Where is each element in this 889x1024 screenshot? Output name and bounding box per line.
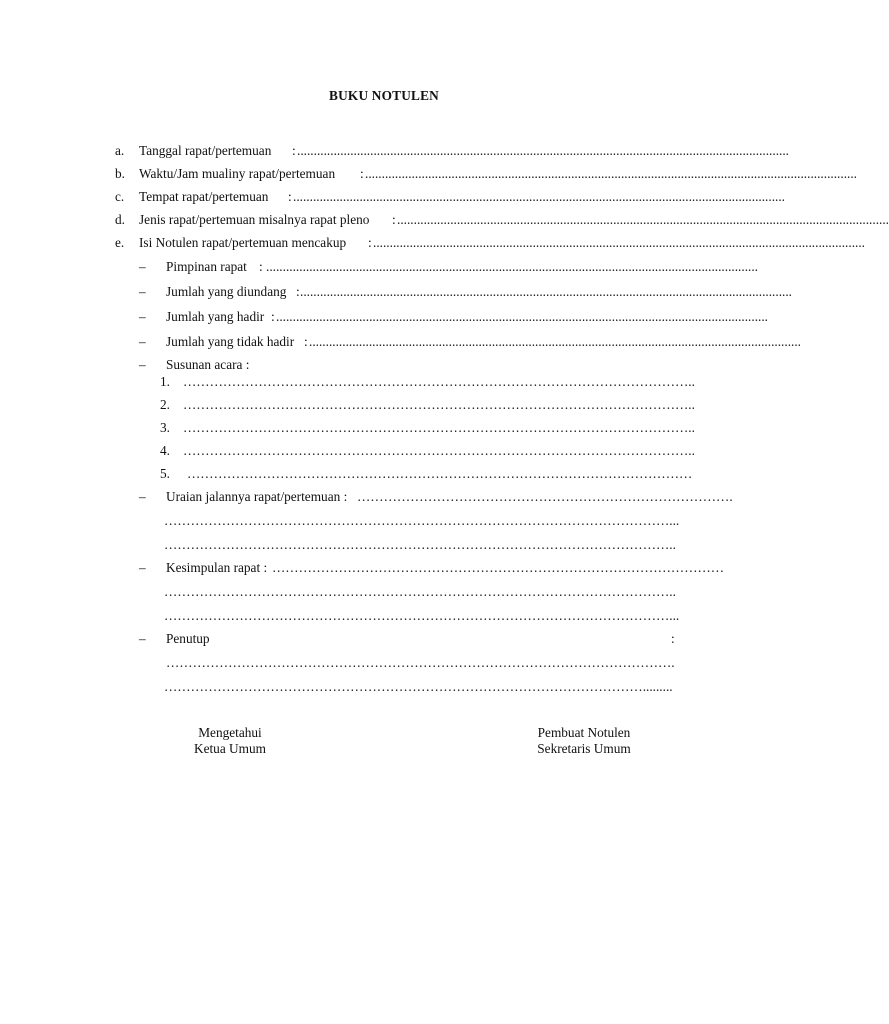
uraian-fill-line[interactable]: ………………………………………………………………………….	[357, 489, 733, 504]
item-d-marker: d.	[115, 212, 125, 227]
uraian-label: Uraian jalannya rapat/pertemuan :	[166, 489, 348, 504]
agenda-number: 3.	[160, 420, 170, 435]
uraian-fill-line[interactable]: ……………………………………………………………………………………………………...	[164, 513, 680, 528]
jumlah-diundang-fill-line[interactable]: ....................................................................................................................................................	[300, 284, 792, 299]
jumlah-tidak-hadir-label: Jumlah yang tidak hadir	[166, 334, 295, 349]
agenda-fill-line[interactable]: ……………………………………………………………………………………………………..	[183, 397, 695, 412]
sub-item-dash: –	[139, 357, 146, 372]
agenda-number: 1.	[160, 374, 170, 389]
signature-right-role: Pembuat Notulen	[537, 725, 631, 740]
sub-item-dash: –	[139, 560, 146, 575]
signature-left-role: Mengetahui	[198, 725, 262, 740]
uraian-fill-line[interactable]: ……………………………………………………………………………………………………..	[164, 537, 676, 552]
document-title: BUKU NOTULEN	[329, 88, 439, 103]
sub-item-dash: –	[139, 631, 146, 646]
item-c-separator: :	[288, 189, 292, 204]
jumlah-tidak-hadir-fill-line[interactable]: ....................................................................................................................................................	[309, 334, 801, 349]
jumlah-hadir-label: Jumlah yang hadir	[166, 309, 265, 324]
kesimpulan-fill-line[interactable]: …………………………………………………………………………………………	[272, 560, 725, 575]
item-c-label: Tempat rapat/pertemuan	[139, 189, 269, 204]
agenda-fill-line[interactable]: ……………………………………………………………………………………………………..	[183, 443, 695, 458]
penutup-fill-line[interactable]: ……………………………………………………………………………………………….........	[164, 679, 673, 694]
item-d-fill-line[interactable]: ....................................................................................................................................................	[397, 212, 889, 227]
penutup-label: Penutup	[166, 631, 210, 646]
item-e-fill-line[interactable]: ....................................................................................................................................................	[373, 235, 865, 250]
item-a-separator: :	[292, 143, 296, 158]
signature-right-title: Sekretaris Umum	[537, 741, 631, 756]
penutup-fill-line[interactable]: …………………………………………………………………………………………………….	[166, 655, 675, 670]
kesimpulan-fill-line[interactable]: ……………………………………………………………………………………………………...	[164, 608, 680, 623]
item-c-fill-line[interactable]: ....................................................................................................................................................	[293, 189, 785, 204]
jumlah-diundang-label: Jumlah yang diundang	[166, 284, 287, 299]
sub-item-dash: –	[139, 284, 146, 299]
item-d-separator: :	[392, 212, 396, 227]
item-c-marker: c.	[115, 189, 125, 204]
agenda-fill-line[interactable]: ……………………………………………………………………………………………………..	[183, 374, 695, 389]
penutup-separator: :	[671, 631, 675, 646]
jumlah-hadir-fill-line[interactable]: ....................................................................................................................................................	[276, 309, 768, 324]
item-a-label: Tanggal rapat/pertemuan	[139, 143, 272, 158]
kesimpulan-label: Kesimpulan rapat :	[166, 560, 268, 575]
item-d-label: Jenis rapat/pertemuan misalnya rapat pleno	[139, 212, 370, 227]
agenda-number: 2.	[160, 397, 170, 412]
item-e-label: Isi Notulen rapat/pertemuan mencakup	[139, 235, 347, 250]
item-a-marker: a.	[115, 143, 125, 158]
jumlah-hadir-separator: :	[271, 309, 275, 324]
agenda-number: 4.	[160, 443, 170, 458]
item-b-label: Waktu/Jam mualiny rapat/pertemuan	[139, 166, 336, 181]
item-b-marker: b.	[115, 166, 125, 181]
susunan-acara-label: Susunan acara :	[166, 357, 250, 372]
sub-item-dash: –	[139, 489, 146, 504]
signature-left-title: Ketua Umum	[193, 741, 266, 756]
jumlah-diundang-separator: :	[296, 284, 300, 299]
sub-item-dash: –	[139, 334, 146, 349]
agenda-fill-line[interactable]: ……………………………………………………………………………………………………..	[183, 420, 695, 435]
item-b-separator: :	[360, 166, 364, 181]
sub-item-dash: –	[139, 309, 146, 324]
pimpinan-rapat-label: Pimpinan rapat	[166, 259, 247, 274]
item-b-fill-line[interactable]: ....................................................................................................................................................	[365, 166, 857, 181]
pimpinan-rapat-separator: :	[259, 259, 263, 274]
pimpinan-rapat-fill-line[interactable]: ....................................................................................................................................................	[266, 259, 758, 274]
sub-item-dash: –	[139, 259, 146, 274]
jumlah-tidak-hadir-separator: :	[304, 334, 308, 349]
agenda-number: 5.	[160, 466, 170, 481]
kesimpulan-fill-line[interactable]: ……………………………………………………………………………………………………..	[164, 584, 676, 599]
agenda-fill-line[interactable]: ……………………………………………………………………………………………………	[187, 466, 693, 481]
item-e-separator: :	[368, 235, 372, 250]
item-a-fill-line[interactable]: ....................................................................................................................................................	[297, 143, 789, 158]
item-e-marker: e.	[115, 235, 125, 250]
